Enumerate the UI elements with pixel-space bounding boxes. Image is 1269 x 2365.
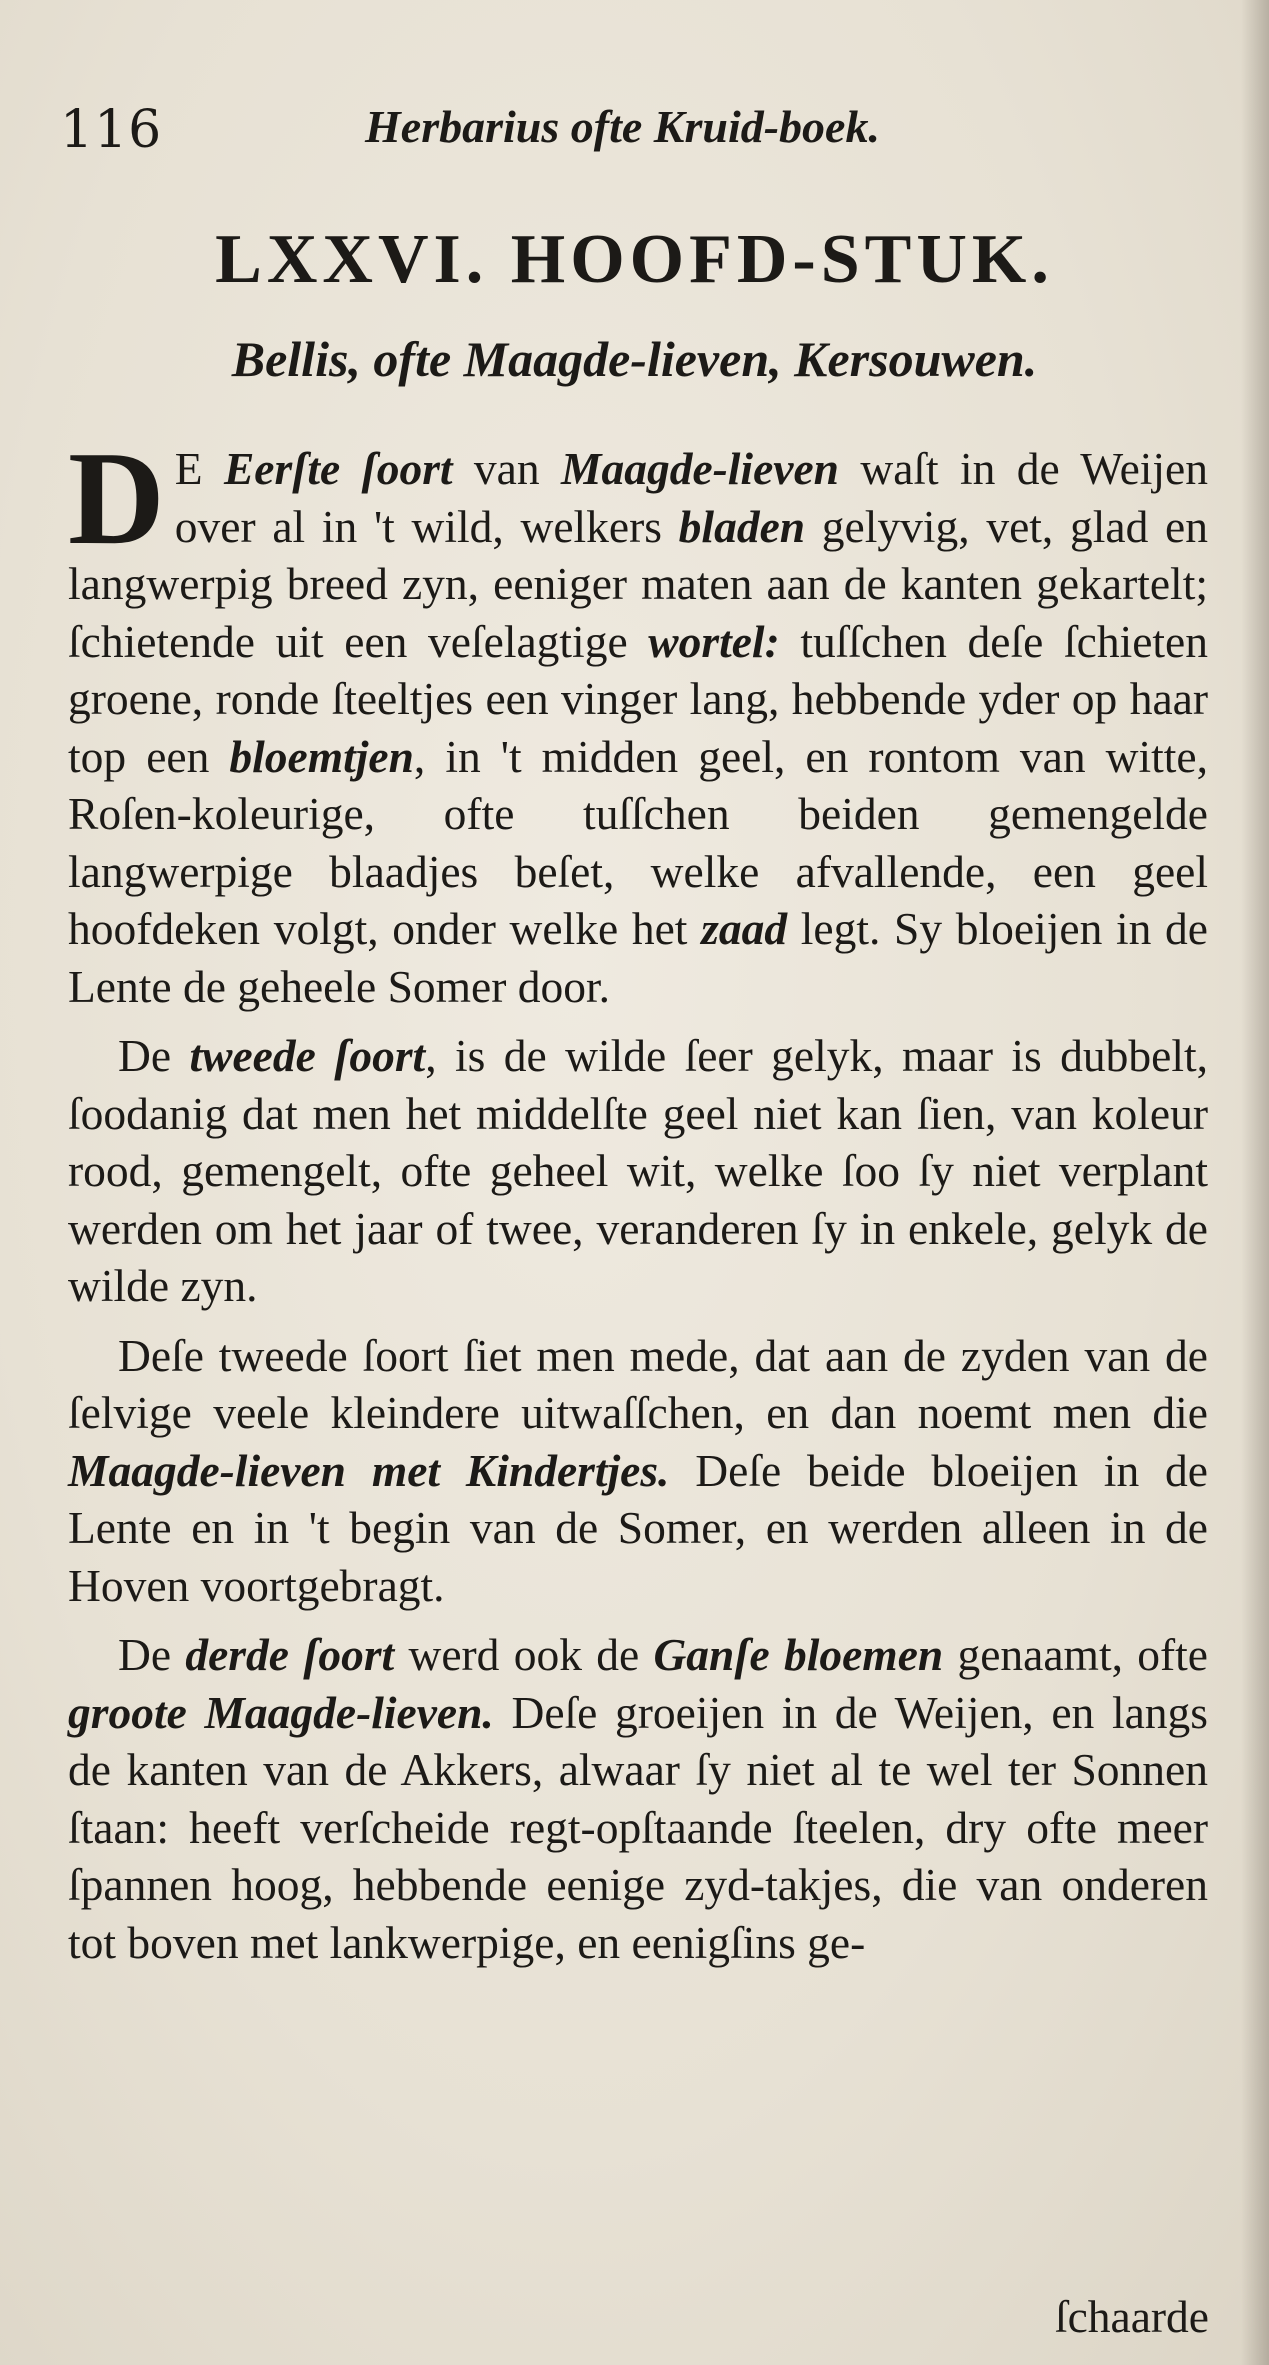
chapter-subtitle: Bellis, ofte Maagde-lieven, Kersouwen. bbox=[231, 331, 1038, 387]
paragraph-1 bbox=[68, 424, 1208, 1015]
text-run: tuſſchen deſe ſchieten groene, ronde ſteeltjes een vinger lang, hebbende yder op haar top een bbox=[68, 615, 1208, 782]
running-head bbox=[60, 100, 1180, 160]
text-run: De bbox=[118, 1030, 190, 1081]
text-run: legt. Sy bloeijen in de Lente de geheele Somer door. bbox=[68, 903, 1208, 1012]
italic-term: Ganſe bloemen bbox=[653, 1629, 944, 1680]
italic-term: wortel: bbox=[648, 615, 780, 667]
italic-term: bladen bbox=[678, 500, 806, 552]
text-run: , in 't midden geel, en rontom van witte, Roſen-koleurige, ofte tuſſchen beiden gemengelde langwerpige blaadjes beſet, welke afvallende, een geel hoofdeken volgt, onder welke het bbox=[68, 730, 1208, 954]
text-run: Deſe tweede ſoort ſiet men mede, dat aan de zyden van de ſelvige veele kleindere uitwaſſchen, en dan noemt men die bbox=[68, 1329, 1208, 1438]
text-run: werd ook de bbox=[394, 1629, 654, 1680]
italic-term: Maagde-lieven bbox=[560, 443, 839, 494]
text-run: Deſe groeijen in de Weijen, en langs de kanten van de Akkers, alwaar ſy niet al te wel ter Sonnen ſtaan: heeft verſcheide regt-opſtaande ſteelen, dry ofte meer ſpannen hoog, hebbende eenige zyd-takjes, die van onderen tot boven met lankwerpige, en eenigſins ge- bbox=[68, 1686, 1208, 1968]
page-number: 116 bbox=[60, 100, 163, 160]
paragraph-2 bbox=[68, 1027, 1208, 1315]
body-text bbox=[68, 424, 1208, 1971]
running-title: Herbarius ofte Kruid-boek. bbox=[365, 101, 880, 152]
paragraph-3 bbox=[68, 1327, 1208, 1615]
text-run: Deſe beide bloeijen in de Lente en in 't begin van de Somer, en werden alleen in de Hoven voortgebragt. bbox=[68, 1444, 1208, 1611]
italic-term: tweede ſoort bbox=[189, 1030, 426, 1081]
text-run: gelyvig, vet, glad en langwerpig breed zyn, eeniger maten aan de kanten gekartelt; ſchietende uit een veſelagtige bbox=[68, 500, 1208, 667]
italic-term: bloemtjen bbox=[229, 730, 414, 782]
italic-term: Maagde-lieven met Kindertjes. bbox=[68, 1444, 670, 1496]
catchword: ſchaarde bbox=[1054, 2291, 1209, 2342]
italic-term: zaad bbox=[701, 903, 788, 954]
text-run: waſt in de Weijen over al in 't wild, welkers bbox=[174, 443, 1208, 552]
italic-term: Eerſte ſoort bbox=[223, 443, 453, 494]
drop-cap: D bbox=[68, 424, 165, 572]
text-run: , is de wilde ſeer gelyk, maar is dubbelt, ſoodanig dat men het middelſte geel niet kan ſien, van koleur rood, gemengelt, ofte geheel wit, welke ſoo ſy niet verplant werden om het jaar of twee, veranderen ſy in enkele, gelyk de wilde zyn. bbox=[68, 1030, 1208, 1311]
paragraph-4 bbox=[68, 1626, 1208, 1971]
italic-term: derde ſoort bbox=[185, 1629, 395, 1680]
text-run: De bbox=[118, 1629, 186, 1680]
text-run: E bbox=[174, 443, 224, 494]
text-run: genaamt, ofte bbox=[943, 1629, 1208, 1680]
text-run: van bbox=[452, 443, 561, 494]
chapter-title: LXXVI. HOOFD-STUK. bbox=[215, 221, 1054, 298]
italic-term: groote Maagde-lieven. bbox=[68, 1686, 494, 1738]
